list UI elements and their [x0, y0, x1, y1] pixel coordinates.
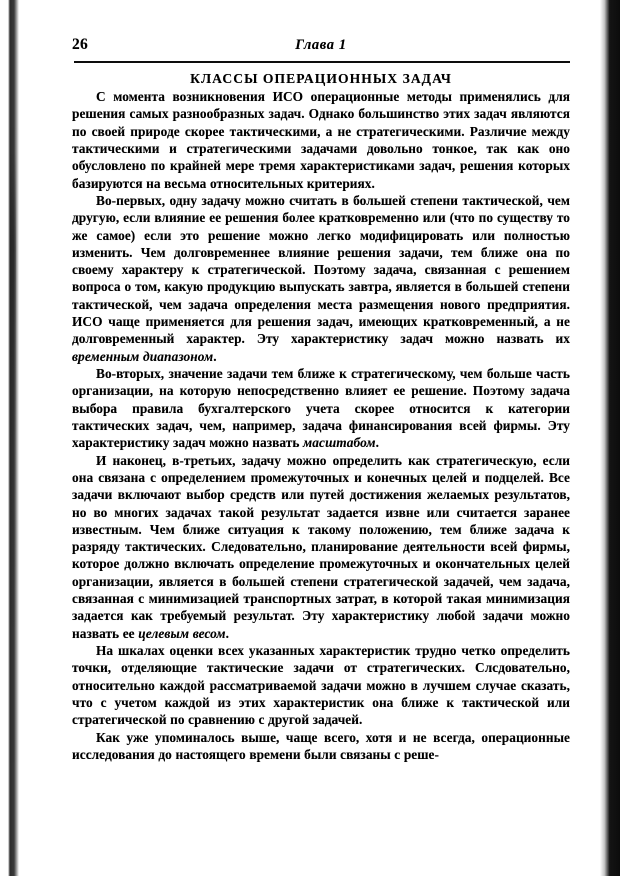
paragraph	[72, 642, 570, 729]
paragraph	[72, 729, 570, 764]
scan-edge-left-artifact	[8, 0, 19, 876]
paragraph	[72, 192, 570, 365]
paragraph	[72, 365, 570, 452]
text-run: .	[213, 348, 217, 364]
text-run: .	[375, 435, 380, 451]
body-text-block	[72, 88, 570, 763]
text-run: И наконец, в-третьих, задачу можно определить как стратегическую, если она связана с определением промежуточных и конечных целей и подцелей. Все задачи включают выбор средств или путей достижения желаемых результатов, но во многих задачах такой результат задается извне или считается заранее известным. Чем ближе ситуация к такому положению, тем ближе задача к разряду тактических. Следовательно, планирование деятельности всей фирмы, которое должно включать определение промежуточных и окончательных целей организации, является в большей степени стратегической задачей, чем задача, связанная с минимизацией транспортных затрат, в которой такая минимизация задается как требуемый результат. Эту характеристику любой задачи можно назвать ее	[72, 452, 570, 641]
emphasis-term: временным диапазоном	[72, 348, 214, 364]
emphasis-term: целевым весом	[138, 625, 226, 641]
text-run: С момента возникновения ИСО операционные методы применялись для решения самых разнообразных задач. Однако большинство этих задач являются по своей природе скорее тактическими, а не стратегическими. Различие между тактическими и стратегическими задачами довольно тонкое, так как оно обусловлено по крайней мере тремя характеристиками задач, решения которых базируются на весьма относительных критериях.	[72, 89, 570, 191]
page-header	[72, 36, 570, 58]
emphasis-term: масштабом	[303, 435, 376, 451]
text-run: Как уже упоминалось выше, чаще всего, хотя и не всегда, операционные исследования до настоящего времени были связаны с реше-	[72, 729, 570, 762]
text-run: Во-первых, одну задачу можно считать в большей степени тактической, чем другую, если влияние ее решения более кратковременно или (что по существу то же самое) если это решение можно легко модифицировать или полностью изменить. Чем долговременнее влияние решения задачи, тем ближе она по своему характеру к стратегической. Поэтому задача, связанная с решением вопроса о том, какую продукцию выпускать завтра, является в большей степени тактической, чем задача определения места размещения нового предприятия. ИСО чаще применяется для решения задач, имеющих кратковременный, а не долговременный характер. Эту характеристику задач можно назвать их	[72, 192, 570, 347]
header-divider-rule	[74, 61, 570, 63]
scan-edge-right-artifact	[600, 0, 620, 876]
paragraph	[72, 88, 570, 192]
text-run: На шкалах оценки всех указанных характеристик трудно четко определить точки, отделяющие тактические задачи от стратегических. Слсдовательно, относительно каждой рассматриваемой задачи можно в лучшем случае сказать, что с учетом каждой из этих характеристик она ближе к тактической или стратегической по сравнению с другой задачей.	[72, 643, 570, 728]
text-run: Во-вторых, значение задачи тем ближе к стратегическому, чем больше часть организации, на которую непосредственно влияет ее решение. Поэтому задача выбора правила бухгалтерского учета скорее относится к категории тактических задач, чем, например, задача финансирования всей фирмы. Эту характеристику задач можно назвать	[72, 366, 570, 451]
section-title: КЛАССЫ ОПЕРАЦИОННЫХ ЗАДАЧ	[190, 71, 452, 86]
page-number: 26	[72, 36, 88, 53]
text-run: .	[225, 625, 230, 641]
paragraph	[72, 452, 570, 642]
running-head-chapter: Глава 1	[295, 37, 347, 53]
